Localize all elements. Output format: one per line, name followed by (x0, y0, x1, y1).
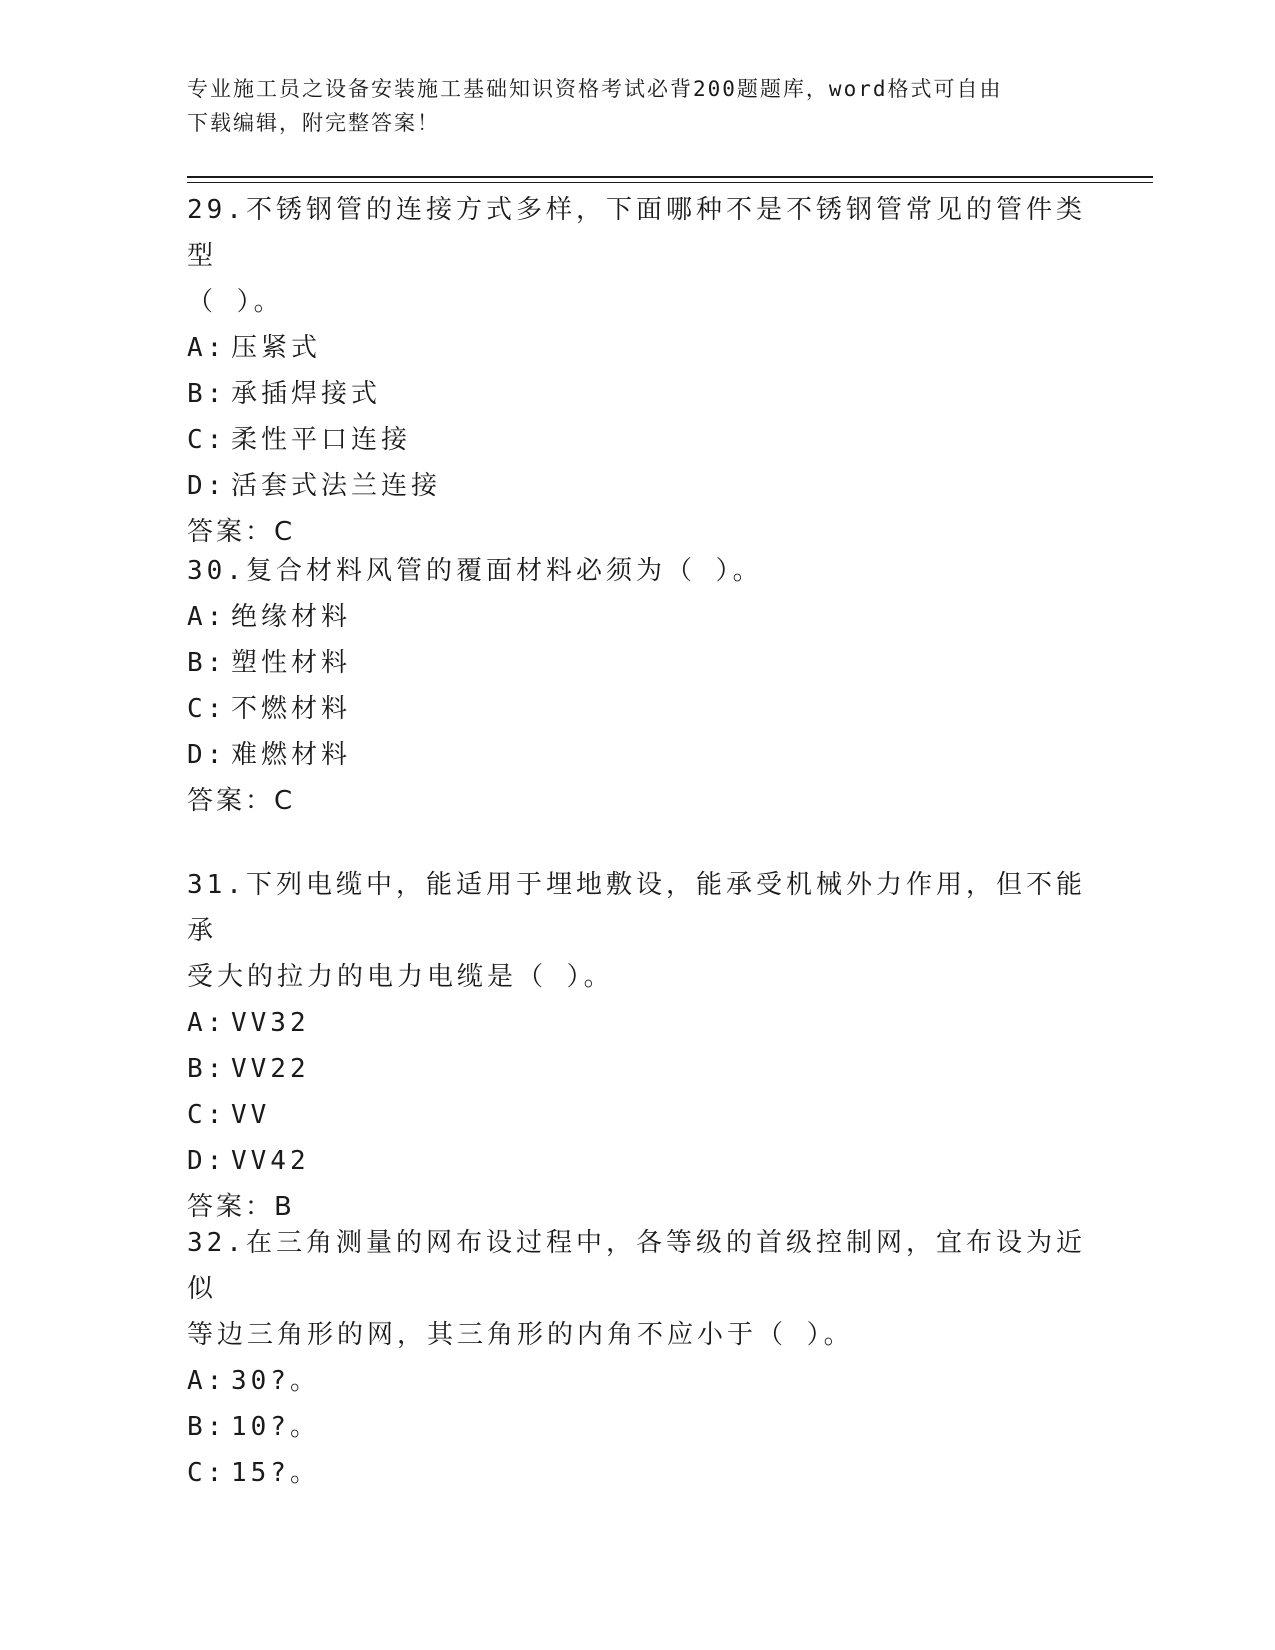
answer-line: 答案：C (187, 786, 296, 816)
question-29 (187, 187, 1087, 555)
option-text: 难燃材料 (231, 740, 352, 770)
question-text-line-1: 31.下列电缆中，能适用于埋地敷设，能承受机械外力作用，但不能承 (187, 870, 1086, 946)
option-b (187, 640, 1087, 686)
option-letter: C: (187, 425, 227, 455)
option-letter: B: (187, 1054, 227, 1084)
option-letter: D: (187, 1146, 227, 1176)
option-c (187, 686, 1087, 732)
option-b (187, 1404, 1087, 1450)
option-a (187, 594, 1087, 640)
option-text: 塑性材料 (231, 648, 352, 678)
option-c (187, 1092, 1087, 1138)
option-letter: A: (187, 1008, 227, 1038)
question-32 (187, 1220, 1087, 1496)
question-text-line-1: 30.复合材料风管的覆面材料必须为（ ）。 (187, 556, 763, 586)
option-letter: D: (187, 740, 227, 770)
answer-line: 答案：B (187, 1192, 295, 1222)
question-text-line-2: 受大的拉力的电力电缆是（ ）。 (187, 962, 614, 992)
question-text-line-2: （ ）。 (187, 287, 284, 317)
option-text: VV22 (231, 1054, 310, 1084)
option-letter: D: (187, 471, 227, 501)
option-a (187, 325, 1087, 371)
option-text: 15?。 (231, 1458, 320, 1488)
question-text-line-2: 等边三角形的网，其三角形的内角不应小于（ ）。 (187, 1320, 854, 1350)
option-a (187, 1000, 1087, 1046)
option-text: VV42 (231, 1146, 310, 1176)
option-letter: C: (187, 694, 227, 724)
option-c (187, 417, 1087, 463)
option-d (187, 732, 1087, 778)
option-letter: B: (187, 379, 227, 409)
option-d (187, 463, 1087, 509)
option-letter: C: (187, 1100, 227, 1130)
option-text: 活套式法兰连接 (231, 471, 442, 501)
option-letter: C: (187, 1458, 227, 1488)
question-31 (187, 862, 1087, 1230)
option-text: 承插焊接式 (231, 379, 382, 409)
header-divider-thick (187, 176, 1153, 178)
option-b (187, 371, 1087, 417)
option-text: 压紧式 (231, 333, 322, 363)
option-text: VV32 (231, 1008, 310, 1038)
header-divider-thin (187, 182, 1153, 183)
answer-line: 答案：C (187, 517, 296, 547)
option-text: VV (231, 1100, 271, 1130)
document-header (187, 72, 1087, 140)
option-letter: A: (187, 1366, 227, 1396)
option-text: 不燃材料 (231, 694, 352, 724)
option-d (187, 1138, 1087, 1184)
option-text: 绝缘材料 (231, 602, 352, 632)
option-text: 30?。 (231, 1366, 320, 1396)
header-line-1: 专业施工员之设备安装施工基础知识资格考试必背200题题库，word格式可自由 (187, 77, 1003, 101)
option-text: 柔性平口连接 (231, 425, 412, 455)
option-c (187, 1450, 1087, 1496)
question-30 (187, 548, 1087, 824)
option-letter: B: (187, 648, 227, 678)
option-b (187, 1046, 1087, 1092)
option-a (187, 1358, 1087, 1404)
option-text: 10?。 (231, 1412, 320, 1442)
option-letter: A: (187, 333, 227, 363)
option-letter: A: (187, 602, 227, 632)
question-text-line-1: 32.在三角测量的网布设过程中，各等级的首级控制网，宜布设为近似 (187, 1228, 1086, 1304)
option-letter: B: (187, 1412, 227, 1442)
question-text-line-1: 29.不锈钢管的连接方式多样，下面哪种不是不锈钢管常见的管件类型 (187, 195, 1086, 271)
header-line-2: 下载编辑，附完整答案！ (187, 111, 440, 135)
